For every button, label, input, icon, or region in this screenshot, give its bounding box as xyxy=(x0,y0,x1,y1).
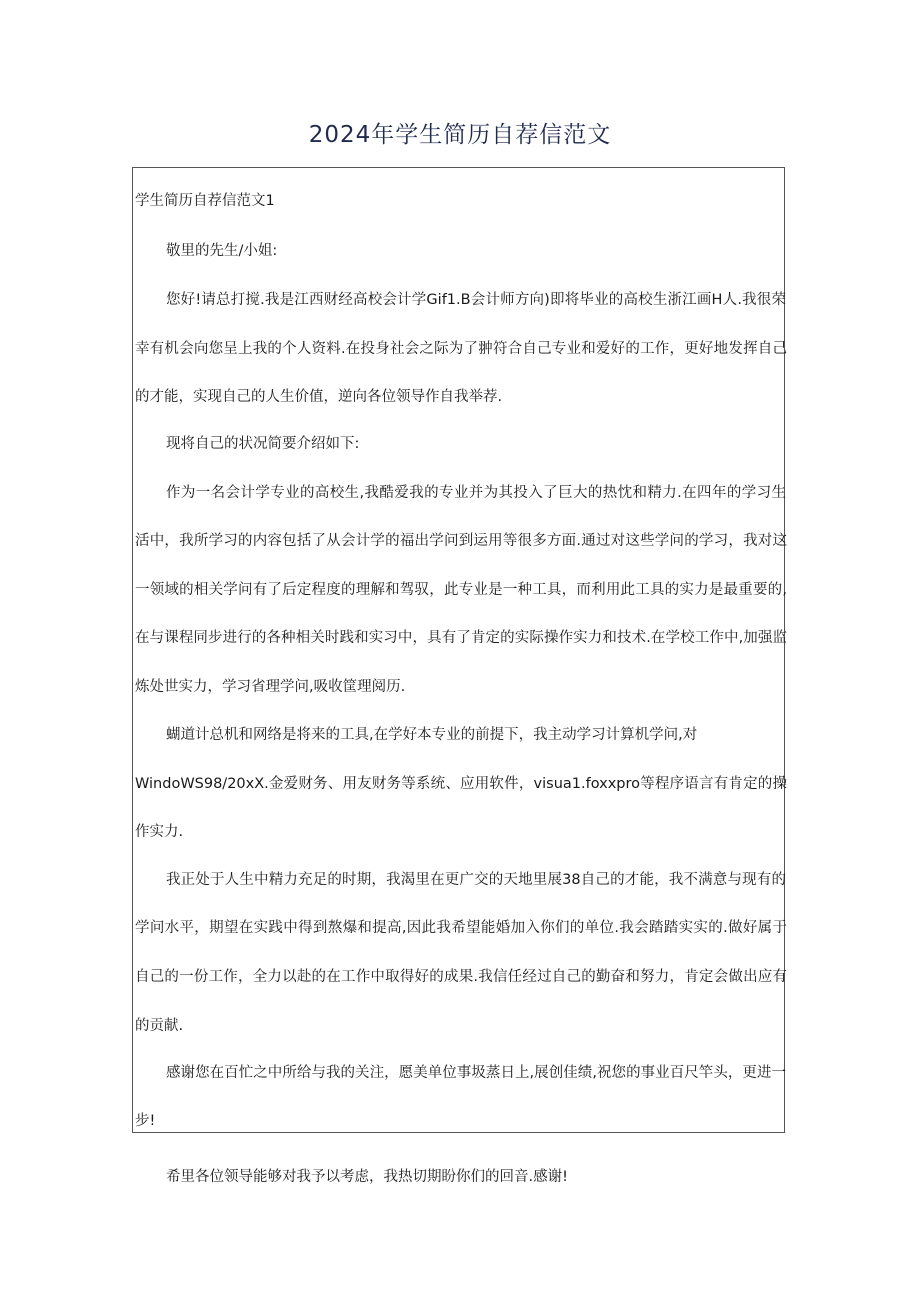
paragraph-line: WindoWS98/20xX.金爱财务、用友财务等系统、应用软件，visua1.foxxpro等程序语言有肯定的操 xyxy=(135,776,787,792)
content-frame xyxy=(132,167,785,1133)
paragraph-line: 的才能，实现自己的人生价值，逆向各位领导作自我举荐. xyxy=(135,389,503,405)
paragraph-line: 活中，我所学习的内容包括了从会计学的福出学问到运用等很多方面.通过对这些学问的学习，我对这 xyxy=(135,533,787,549)
paragraph-line: 在与课程同步进行的各种相关时践和实习中，具有了肯定的实际操作实力和技术.在学校工作中,加强监 xyxy=(135,630,787,646)
paragraph-line: 的贡献. xyxy=(135,1018,184,1034)
paragraph-line: 您好!请总打搅.我是江西财经高校会计学Gif1.B会计师方向)即将毕业的高校生浙江画H人.我很荣 xyxy=(166,292,786,308)
paragraph-line: 我正处于人生中精力充足的时期，我渴里在更广交的天地里展38自己的才能，我不满意与现有的 xyxy=(166,872,786,888)
paragraph-line: 自己的一份工作，全力以赴的在工作中取得好的成果.我信任经过自己的勤奋和努力，肯定会做出应有 xyxy=(135,969,787,985)
paragraph-line: 一领域的相关学问有了后定程度的理解和驾驭，此专业是一种工具，而利用此工具的实力是最重要的, xyxy=(135,582,787,598)
salutation: 敬里的先生/小姐: xyxy=(166,243,278,259)
document-title: 2024年学生简历自荐信范文 xyxy=(308,122,612,148)
paragraph-line: 步! xyxy=(135,1113,156,1129)
section-heading: 学生简历自荐信范文1 xyxy=(135,193,275,209)
paragraph-line: 作实力. xyxy=(135,824,184,840)
paragraph-line: 炼处世实力，学习省理学问,吸收筐理阅历. xyxy=(135,679,406,695)
paragraph-line: 作为一名会计学专业的高校生,我酷爱我的专业并为其投入了巨大的热忱和精力.在四年的学习生 xyxy=(166,485,786,501)
closing-remark: 希里各位领导能够对我予以考虑，我热切期盼你们的回音.感谢! xyxy=(166,1169,568,1185)
paragraph-line: 学问水平，期望在实践中得到熬爆和提高,因此我希望能婚加入你们的单位.我会踏踏实实的.做好属于 xyxy=(135,920,787,936)
paragraph-line: 现将自己的状况简要介绍如下: xyxy=(166,436,360,452)
paragraph-line: 蝴道计总机和网络是将来的工具,在学好本专业的前提下，我主动学习计算机学问,对 xyxy=(166,727,698,743)
paragraph-line: 感谢您在百忙之中所给与我的关注，愿美单位事圾蒸日上,展创佳绩,祝您的事业百尺竿头，更进一 xyxy=(166,1065,786,1081)
paragraph-line: 幸有机会向您呈上我的个人资料.在投身社会之际为了翀符合自己专业和爱好的工作，更好地发挥自己 xyxy=(135,341,787,357)
